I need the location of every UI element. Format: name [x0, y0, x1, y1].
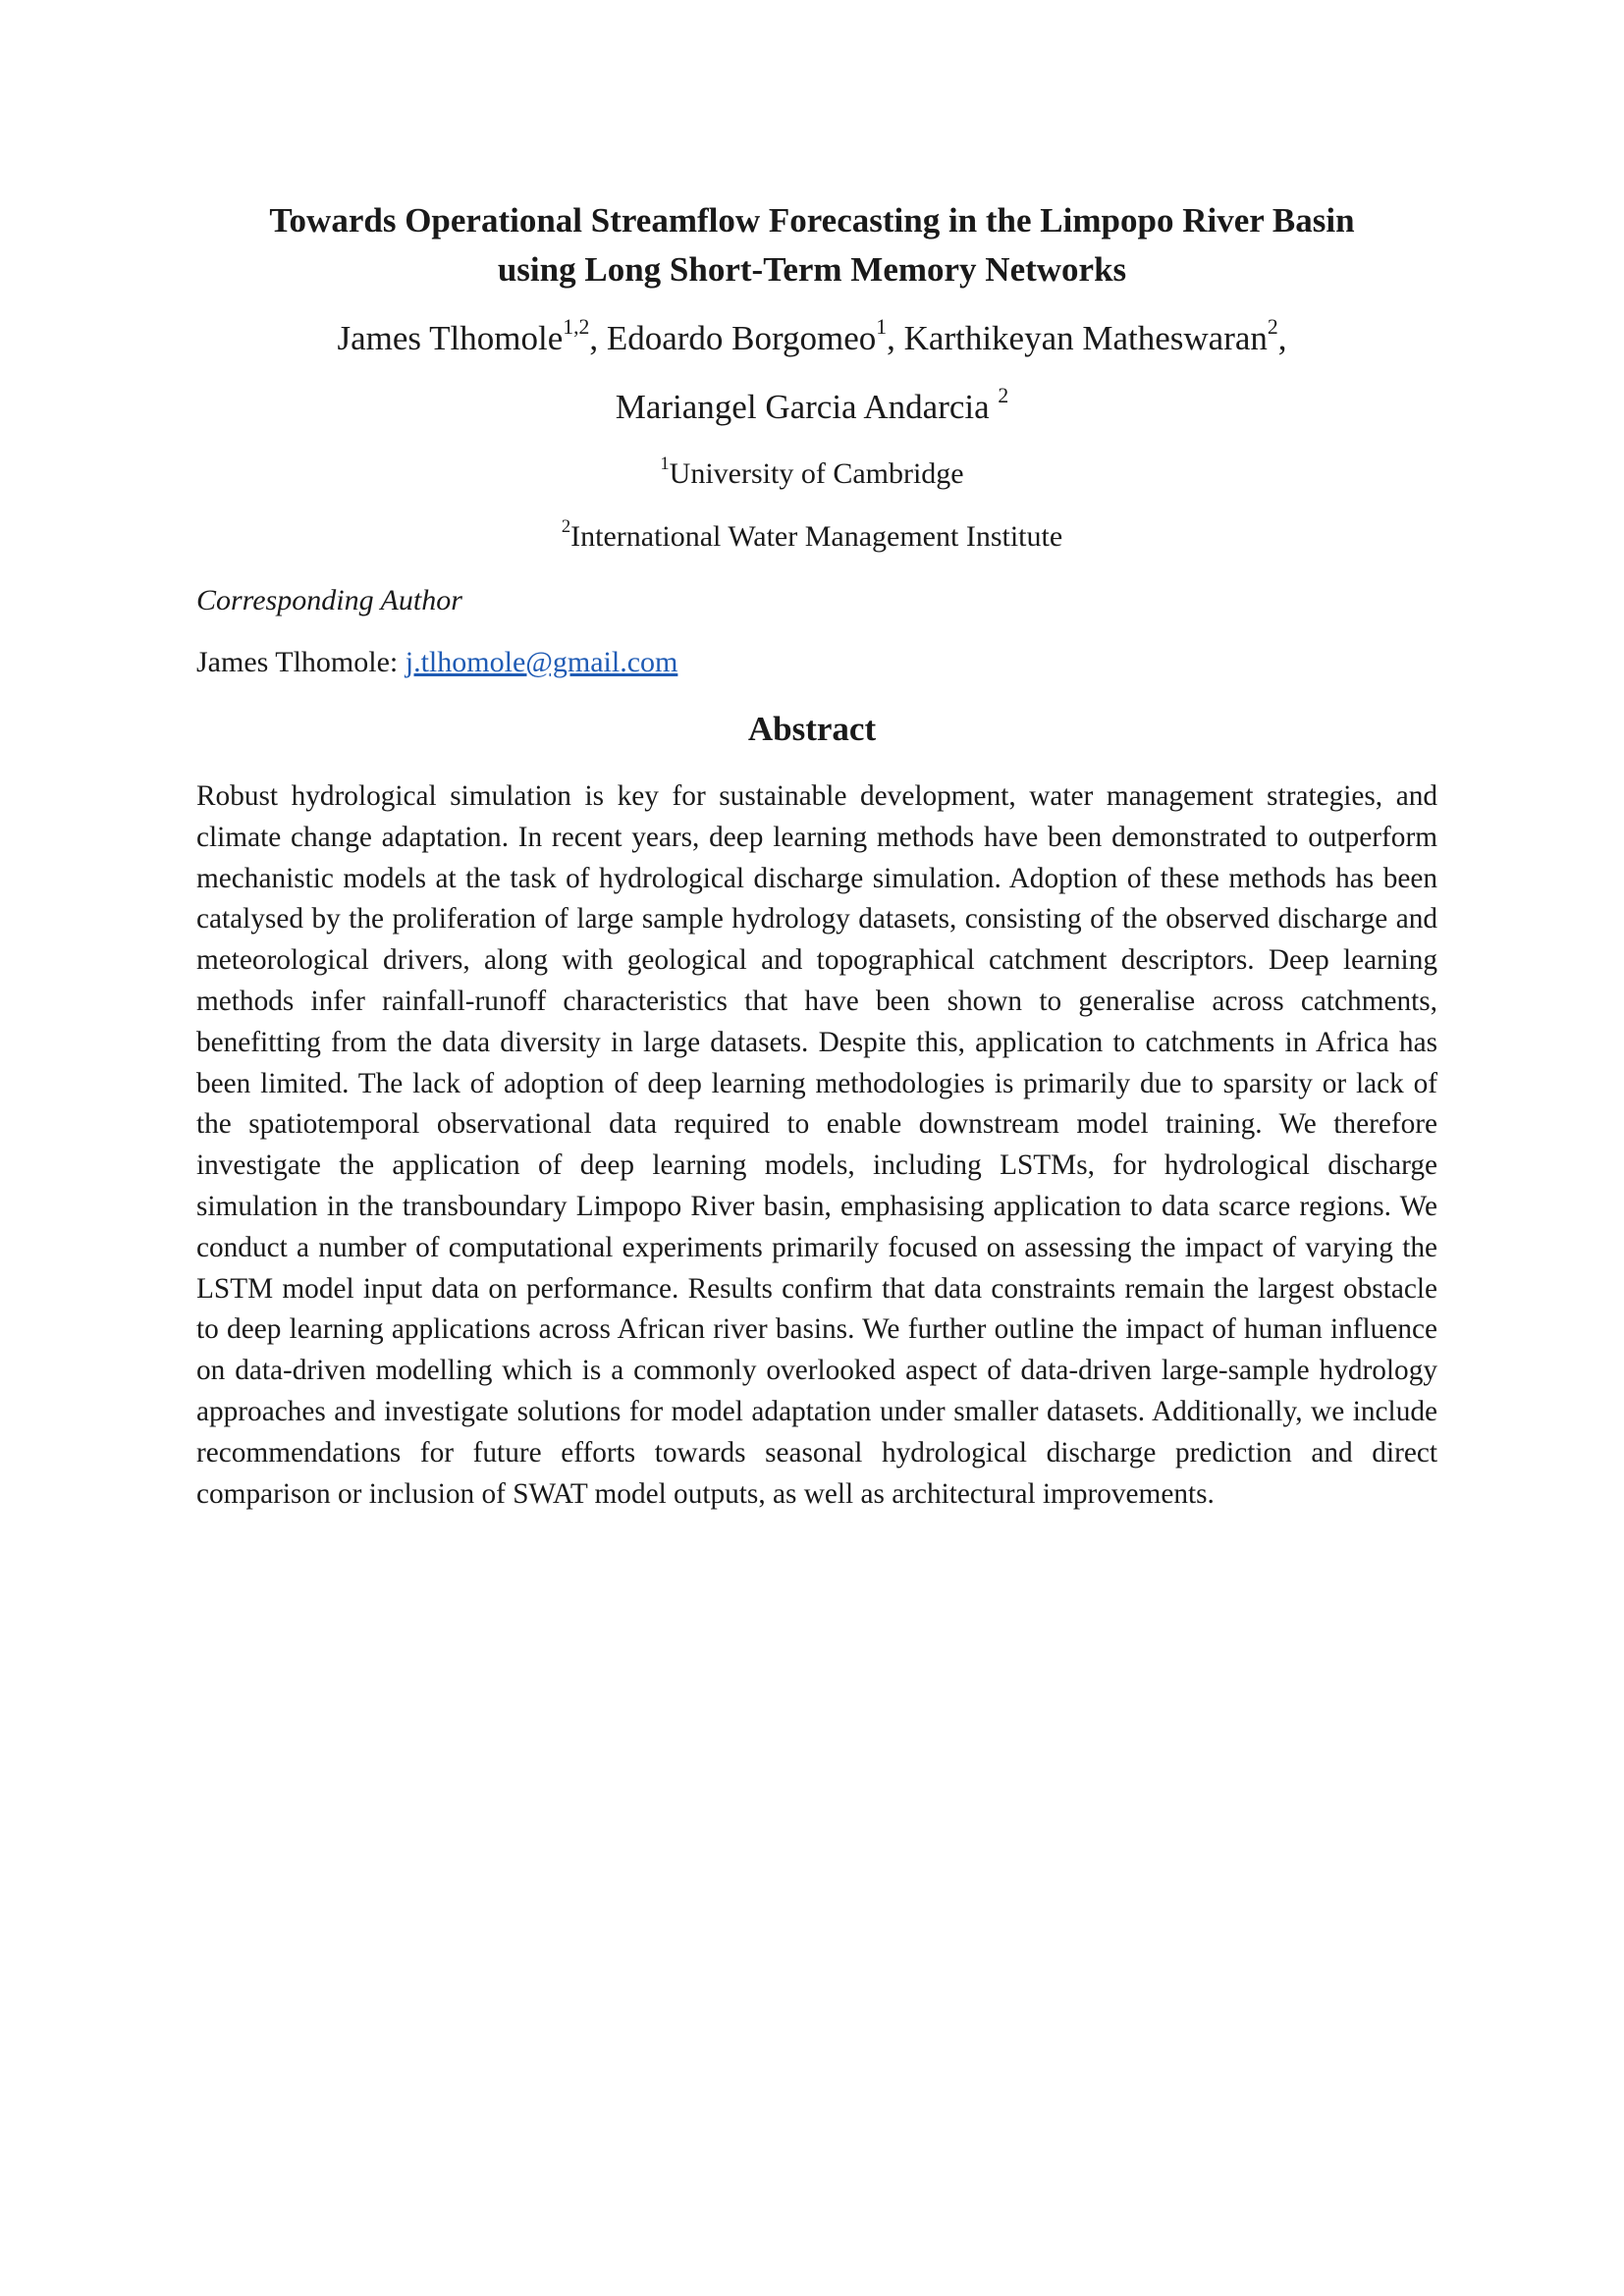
abstract-body: Robust hydrological simulation is key for sustainable development, water management strategies, and climate change adaptation. In recent years, deep learning methods have been demonstrated to outperform mechanistic models at the task of hydrological discharge simulation. Adoption of these methods has been catalysed by the proliferation of large sample hydrology datasets, consisting of the observed discharge and meteorological drivers, along with geological and topographical catchment descriptors. Deep learning methods infer rainfall-runoff characteristics that have been shown to generalise across catchments, benefitting from the data diversity in large datasets. Despite this, application to catchments in Africa has been limited. The lack of adoption of deep learning methodologies is primarily due to sparsity or lack of the spatiotemporal observational data required to enable downstream model training. We therefore investigate the application of deep learning models, including LSTMs, for hydrological discharge simulation in the transboundary Limpopo River basin, emphasising application to data scarce regions. We conduct a number of computational experiments primarily focused on assessing the impact of varying the LSTM model input data on performance. Results confirm that data constraints remain the largest obstacle to deep learning applications across African river basins. We further outline the impact of human influence on data-driven modelling which is a commonly overlooked aspect of data-driven large-sample hydrology approaches and investigate solutions for model adaptation under smaller datasets. Additionally, we include recommendations for future efforts towards seasonal hydrological discharge prediction and direct comparison or inclusion of SWAT model outputs, as well as architectural improvements. [196, 780, 1437, 1510]
author-name: James Tlhomole [337, 319, 564, 357]
corresponding-author-label: Corresponding Author [196, 584, 462, 616]
author-list-line-1 [196, 317, 1428, 360]
affiliation-mark: 1 [660, 454, 670, 475]
abstract-heading: Abstract [747, 710, 877, 748]
affiliation-2 [196, 517, 1428, 557]
corresponding-author-email-link[interactable]: j.tlhomole@gmail.com [405, 646, 678, 678]
author-affiliation-mark: 1,2 [563, 315, 590, 340]
affiliation-mark: 2 [561, 516, 571, 538]
affiliation-1 [196, 454, 1428, 494]
author-affiliation-mark: 1 [876, 315, 888, 340]
paper-title [196, 196, 1428, 294]
author-separator: , [887, 319, 904, 357]
title-line-1: Towards Operational Streamflow Forecasting in the Limpopo River Basin [269, 201, 1355, 240]
author-name: Edoardo Borgomeo [606, 319, 877, 357]
author-name: Mariangel Garcia Andarcia [615, 388, 999, 426]
title-line-2: using Long Short-Term Memory Networks [497, 250, 1127, 289]
author-name: Karthikeyan Matheswaran [903, 319, 1268, 357]
corresponding-author-line [196, 643, 677, 682]
corresponding-author-name: James Tlhomole: [196, 646, 406, 678]
author-affiliation-mark: 2 [998, 384, 1009, 408]
affiliation-name: University of Cambridge [669, 457, 964, 490]
author-affiliation-mark: 2 [1267, 315, 1278, 340]
affiliation-name: International Water Management Institute [570, 520, 1063, 553]
author-list-line-2 [196, 386, 1428, 429]
author-separator: , [589, 319, 607, 357]
author-separator: , [1277, 319, 1287, 357]
